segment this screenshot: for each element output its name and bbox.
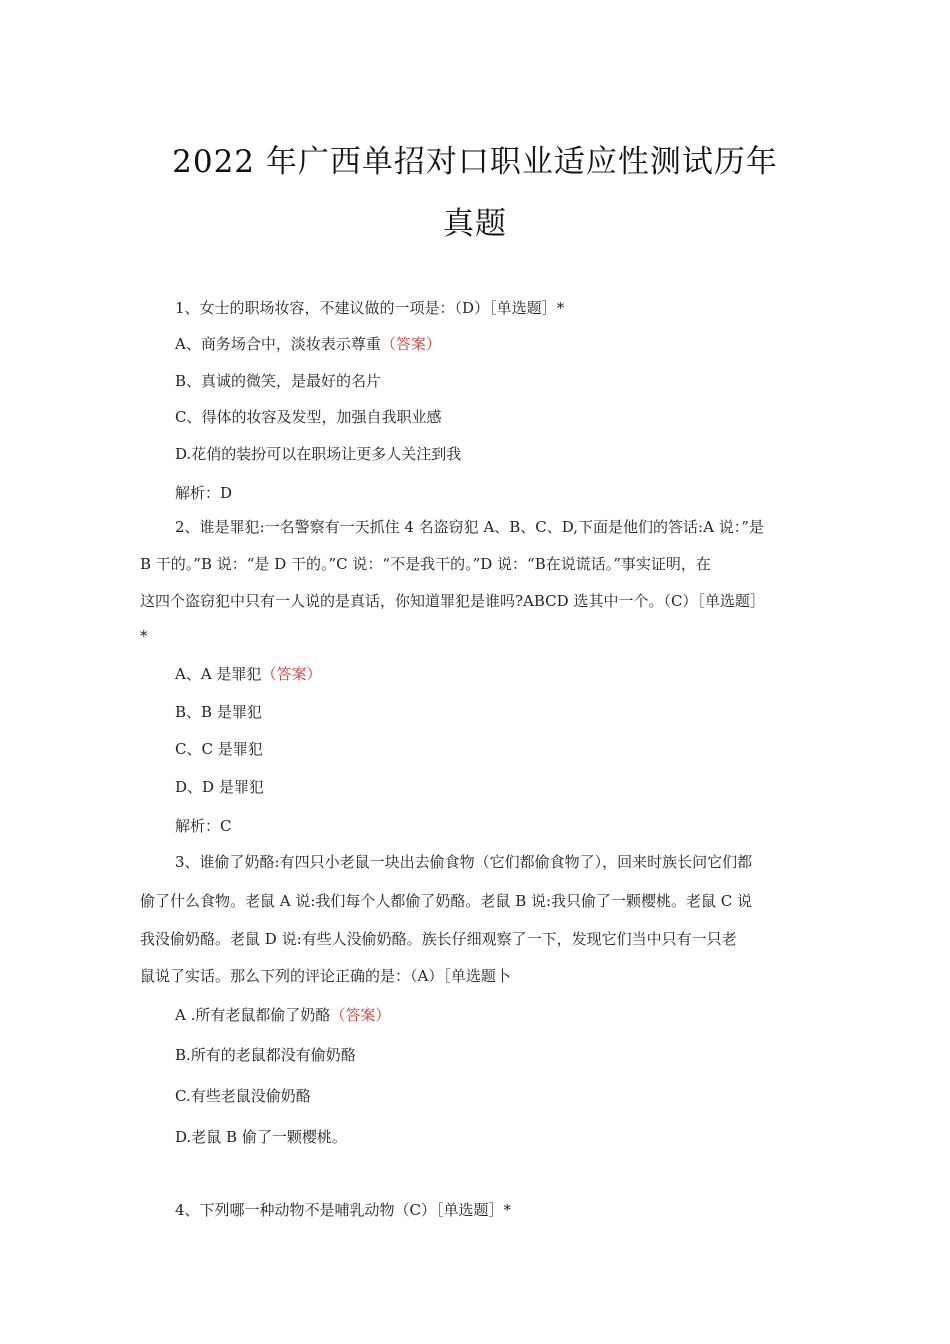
question-2-stem-line-2: B 干的。”B 说：“是 D 干的。”C 说：“不是我干的。”D 说：“B在说谎话。”事实证明，在 [140, 555, 711, 573]
question-2-option-d: D、D 是罪犯 [175, 778, 264, 796]
question-1-option-a: A、商务场合中，淡妆表示尊重（答案） [175, 335, 441, 353]
document-title-line-1: 2022 年广西单招对口职业适应性测试历年 [172, 144, 778, 180]
question-3-stem-line-1: 3、谁偷了奶酪:有四只小老鼠一块出去偷食物（它们都偷食物了），回来时族长问它们都 [175, 853, 753, 871]
question-3-stem-line-3: 我没偷奶酪。老鼠 D 说:有些人没偷奶酪。族长仔细观察了一下，发现它们当中只有一只老 [140, 930, 737, 948]
question-3-stem-line-2: 偷了什么食物。老鼠 A 说:我们每个人都偷了奶酪。老鼠 B 说:我只偷了一颗樱桃。老鼠 C 说 [140, 892, 753, 910]
question-4-stem: 4、下列哪一种动物不是哺乳动物（C）［单选题］* [175, 1201, 512, 1219]
question-3-option-b: B.所有的老鼠都没有偷奶酪 [175, 1046, 356, 1064]
answer-mark: （答案） [330, 1006, 391, 1024]
question-2-analysis: 解析：C [175, 817, 232, 835]
question-2-stem-line-1: 2、谁是罪犯:一名警察有一天抓住 4 名盗窃犯 A、B、C、D,下面是他们的答话:A 说：”是 [175, 518, 764, 536]
question-2-option-c: C、C 是罪犯 [175, 740, 263, 758]
answer-mark: （答案） [380, 335, 441, 353]
question-2-option-a: A、A 是罪犯（答案） [175, 665, 322, 683]
question-2-stem-line-3: 这四个盗窃犯中只有一人说的是真话，你知道罪犯是谁吗?ABCD 选其中一个。（C）［单选题］ [140, 592, 765, 610]
question-2-stem-line-4: * [140, 627, 148, 645]
question-3-stem-line-4: 鼠说了实话。那么下列的评论正确的是：（A）［单选题卜 [140, 967, 511, 985]
question-1-option-b: B、真诚的微笑，是最好的名片 [175, 372, 382, 390]
question-1-option-d: D.花俏的装扮可以在职场让更多人关注到我 [175, 445, 462, 463]
answer-mark: （答案） [261, 665, 322, 683]
question-1-stem: 1、女士的职场妆容，不建议做的一项是：（D）［单选题］* [175, 299, 565, 317]
question-3-option-a: A .所有老鼠都偷了奶酪（答案） [175, 1006, 391, 1024]
question-1-option-c: C、得体的妆容及发型，加强自我职业感 [175, 408, 442, 426]
question-2-option-b: B、B 是罪犯 [175, 703, 262, 721]
question-1-analysis: 解析：D [175, 484, 233, 502]
question-3-option-c: C.有些老鼠没偷奶酪 [175, 1087, 311, 1105]
document-title-line-2: 真题 [443, 206, 507, 242]
question-3-option-d: D.老鼠 B 偷了一颗樱桃。 [175, 1128, 347, 1146]
